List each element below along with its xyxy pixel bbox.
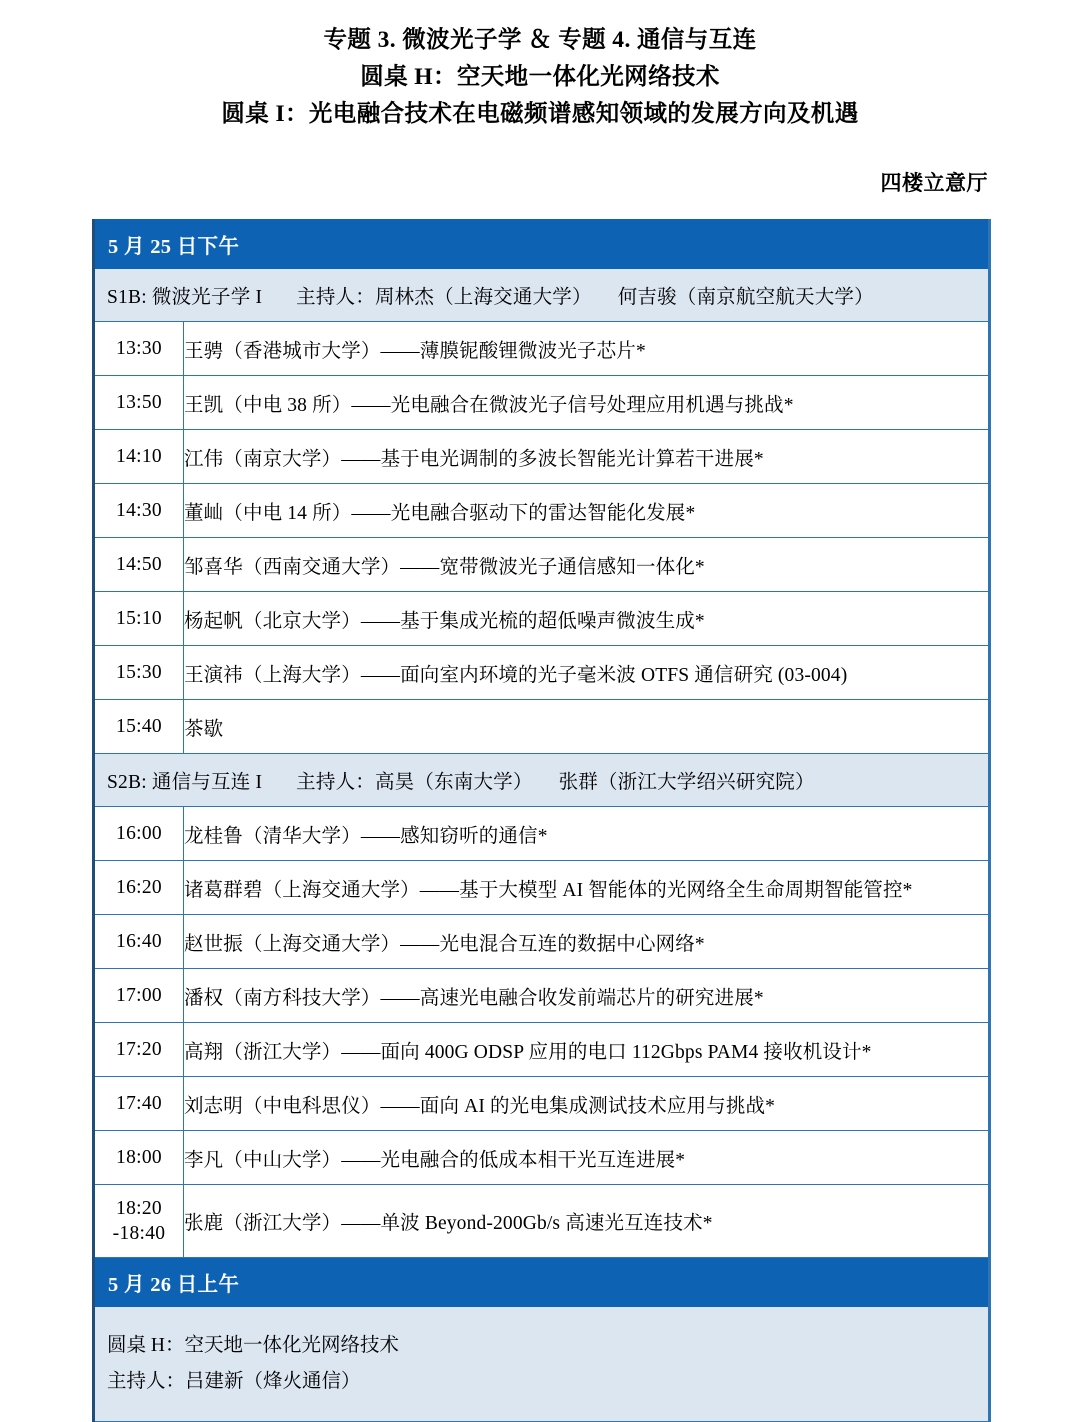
talk-title: 潘权（南方科技大学）——高速光电融合收发前端芯片的研究进展* — [184, 969, 990, 1023]
talk-title: 杨起帆（北京大学）——基于集成光梳的超低噪声微波生成* — [184, 592, 990, 646]
talk-time: 15:10 — [94, 592, 184, 646]
roundtable-chair: 主持人：吕建新（烽火通信） — [107, 1371, 361, 1392]
roundtable-row — [94, 1307, 990, 1422]
day-band-row-26 — [94, 1258, 990, 1307]
table-row — [94, 430, 990, 484]
schedule-body — [94, 220, 990, 1422]
talk-time: 14:10 — [94, 430, 184, 484]
talk-time: 14:30 — [94, 484, 184, 538]
table-row — [94, 969, 990, 1023]
session-chair-s2b: 主持人：高昊（东南大学） — [296, 772, 533, 793]
page-heading — [0, 0, 1080, 133]
heading-line-topics: 专题 3. 微波光子学 ＆ 专题 4. 通信与互连 — [323, 27, 757, 53]
table-row — [94, 322, 990, 376]
table-row — [94, 1077, 990, 1131]
session-chair-s1b: 主持人：周林杰（上海交通大学） — [296, 287, 592, 308]
talk-time: 17:00 — [94, 969, 184, 1023]
talk-title: 龙桂鲁（清华大学）——感知窃听的通信* — [184, 807, 990, 861]
talk-title: 李凡（中山大学）——光电融合的低成本相干光互连进展* — [184, 1131, 990, 1185]
talk-time: 15:30 — [94, 646, 184, 700]
talk-title: 邹喜华（西南交通大学）——宽带微波光子通信感知一体化* — [184, 538, 990, 592]
session-header-text-s2b — [95, 772, 815, 793]
talk-time: 16:20 — [94, 861, 184, 915]
venue-row — [0, 167, 1080, 197]
day-band-label-25: 5 月 25 日下午 — [108, 236, 240, 258]
talk-title: 茶歇 — [184, 700, 990, 754]
day-band-label-26: 5 月 26 日上午 — [108, 1274, 240, 1296]
table-row — [94, 700, 990, 754]
session-header-cell-s2b — [94, 754, 990, 807]
table-row — [94, 1131, 990, 1185]
roundtable-cell — [94, 1307, 990, 1422]
talk-time-end: -18:40 — [112, 1223, 166, 1244]
talk-title: 高翔（浙江大学）——面向 400G ODSP 应用的电口 112Gbps PAM4 接收机设计* — [184, 1023, 990, 1077]
session-header-row-s1b — [94, 269, 990, 322]
table-row — [94, 807, 990, 861]
session-chair2-s1b: 何吉骏（南京航空航天大学） — [617, 287, 874, 308]
talk-time-start: 18:20 — [116, 1198, 162, 1219]
heading-line-roundtable-h: 圆桌 H：空天地一体化光网络技术 — [360, 64, 720, 90]
session-header-text-s1b — [95, 287, 874, 308]
table-row — [94, 376, 990, 430]
talk-title: 王骋（香港城市大学）——薄膜铌酸锂微波光子芯片* — [184, 322, 990, 376]
talk-title: 赵世振（上海交通大学）——光电混合互连的数据中心网络* — [184, 915, 990, 969]
table-row — [94, 484, 990, 538]
talk-title: 江伟（南京大学）——基于电光调制的多波长智能光计算若干进展* — [184, 430, 990, 484]
talk-time — [94, 1185, 184, 1258]
session-code-s2b: S2B: 通信与互连 I — [107, 772, 263, 793]
schedule-table-wrap — [0, 219, 1080, 1422]
roundtable-title: 圆桌 H：空天地一体化光网络技术 — [107, 1335, 399, 1356]
talk-title: 张鹿（浙江大学）——单波 Beyond-200Gb/s 高速光互连技术* — [184, 1185, 990, 1258]
session-code-s1b: S1B: 微波光子学 I — [107, 287, 263, 308]
table-row — [94, 1185, 990, 1258]
table-row — [94, 592, 990, 646]
day-band-cell-26 — [94, 1258, 990, 1307]
schedule-table — [92, 219, 991, 1422]
talk-time: 17:20 — [94, 1023, 184, 1077]
talk-title: 董屾（中电 14 所）——光电融合驱动下的雷达智能化发展* — [184, 484, 990, 538]
talk-time: 17:40 — [94, 1077, 184, 1131]
day-band-row-25 — [94, 220, 990, 269]
table-row — [94, 861, 990, 915]
talk-time: 15:40 — [94, 700, 184, 754]
talk-time: 13:50 — [94, 376, 184, 430]
session-chair2-s2b: 张群（浙江大学绍兴研究院） — [558, 772, 815, 793]
talk-title: 王凯（中电 38 所）——光电融合在微波光子信号处理应用机遇与挑战* — [184, 376, 990, 430]
day-band-cell-25 — [94, 220, 990, 269]
session-header-cell-s1b — [94, 269, 990, 322]
talk-time: 16:40 — [94, 915, 184, 969]
talk-title: 刘志明（中电科思仪）——面向 AI 的光电集成测试技术应用与挑战* — [184, 1077, 990, 1131]
table-row — [94, 646, 990, 700]
talk-time: 14:50 — [94, 538, 184, 592]
table-row — [94, 915, 990, 969]
talk-time: 13:30 — [94, 322, 184, 376]
talk-time: 18:00 — [94, 1131, 184, 1185]
talk-time: 16:00 — [94, 807, 184, 861]
talk-title: 王演祎（上海大学）——面向室内环境的光子毫米波 OTFS 通信研究 (03-004) — [184, 646, 990, 700]
table-row — [94, 538, 990, 592]
heading-line-roundtable-i: 圆桌 I：光电融合技术在电磁频谱感知领域的发展方向及机遇 — [221, 101, 859, 127]
venue-label: 四楼立意厅 — [880, 171, 988, 195]
talk-title: 诸葛群碧（上海交通大学）——基于大模型 AI 智能体的光网络全生命周期智能管控* — [184, 861, 990, 915]
session-header-row-s2b — [94, 754, 990, 807]
table-row — [94, 1023, 990, 1077]
